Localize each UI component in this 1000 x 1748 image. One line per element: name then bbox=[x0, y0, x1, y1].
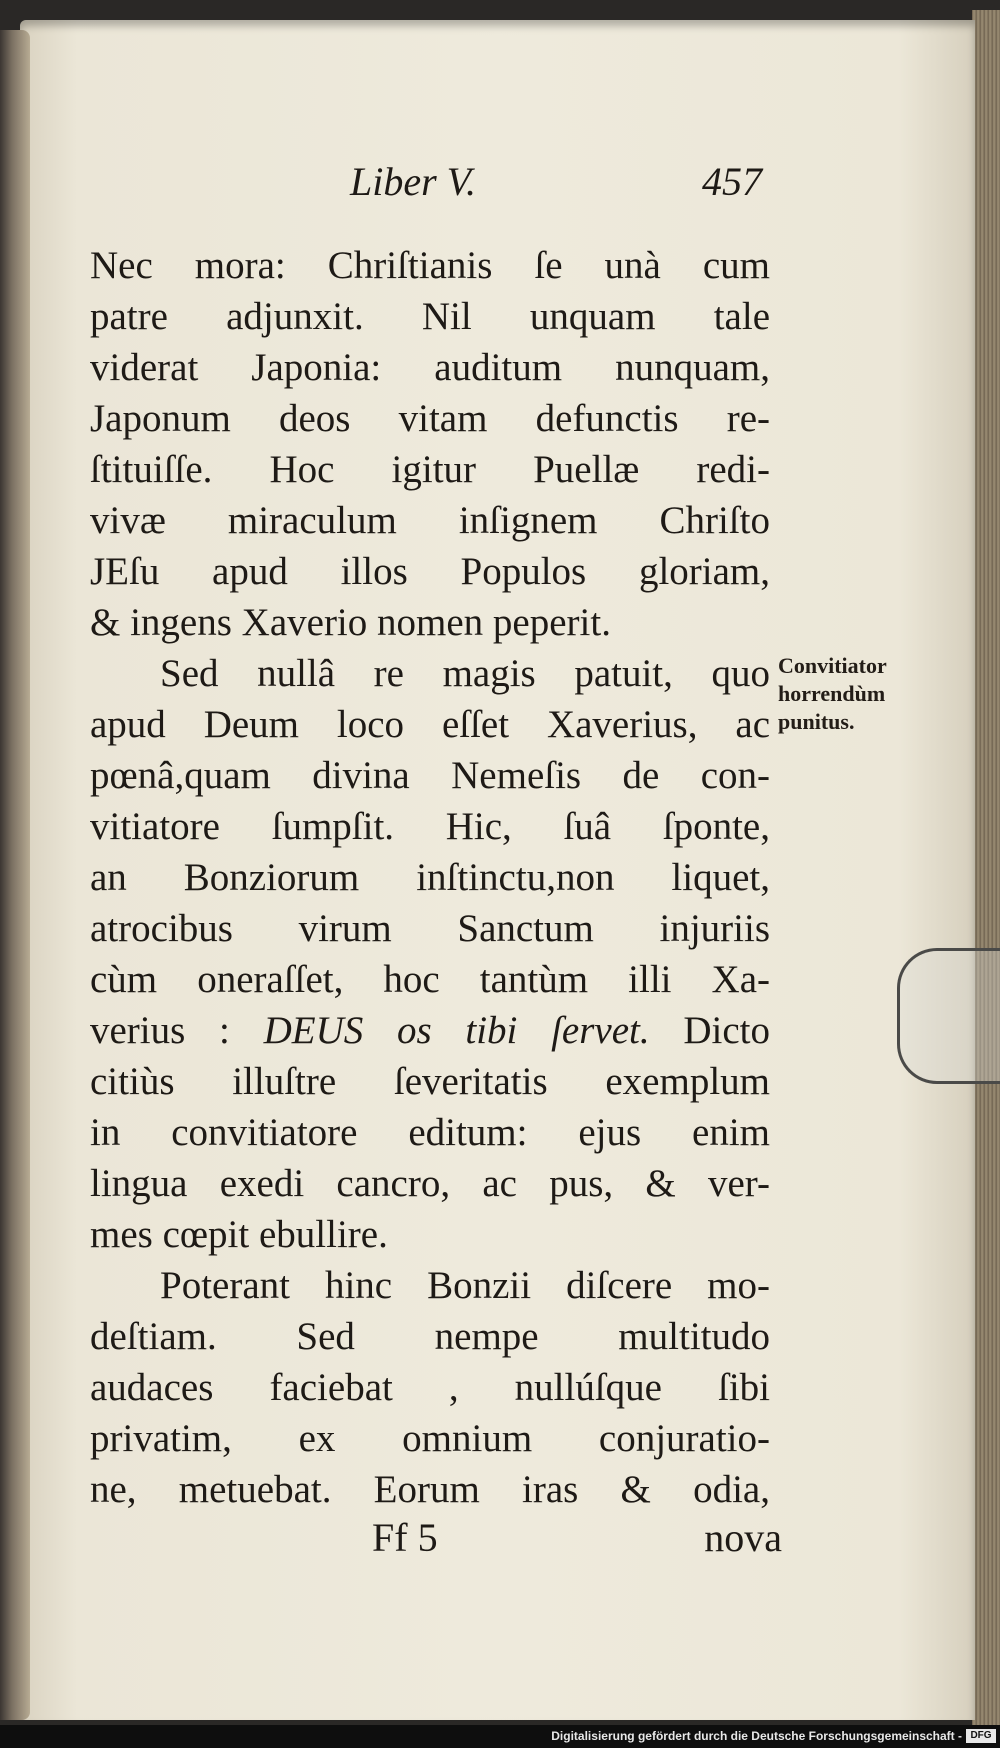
paragraph-start-line: Sed nullâ re magis patuit, quo bbox=[160, 652, 770, 695]
text-line: ne, metuebat. Eorum iras & odia, bbox=[90, 1468, 770, 1511]
text-line: ſtituiſſe. Hoc igitur Puellæ redi- bbox=[90, 448, 770, 491]
page-footer bbox=[92, 1514, 782, 1574]
line-post: Dicto bbox=[649, 1009, 770, 1052]
text-line: atrocibus virum Sanctum injuriis bbox=[90, 907, 770, 950]
text-line: cùm oneraſſet, hoc tantùm illi Xa- bbox=[90, 958, 770, 1001]
text-line: JEſu apud illos Populos gloriam, bbox=[90, 550, 770, 593]
dfg-logo: DFG bbox=[966, 1729, 996, 1743]
running-head: Liber V. bbox=[350, 159, 476, 204]
body-text bbox=[90, 240, 770, 1515]
text-line: an Bonziorum inſtinctu,non liquet, bbox=[90, 856, 770, 899]
quoted-speech: DEUS os tibi ſervet. bbox=[263, 1009, 650, 1052]
catchword: nova bbox=[704, 1515, 782, 1560]
page-number: 457 bbox=[702, 159, 762, 204]
text-line: Japonum deos vitam defunctis re- bbox=[90, 397, 770, 440]
text-line: & ingens Xaverio nomen peperit. bbox=[90, 601, 611, 644]
text-line: apud Deum loco eſſet Xaverius, ac bbox=[90, 703, 770, 746]
page-stack-edge bbox=[972, 10, 1000, 1740]
margin-note-line: punitus. bbox=[778, 709, 855, 734]
text-line: viderat Japonia: auditum nunquam, bbox=[90, 346, 770, 389]
book-page bbox=[20, 20, 975, 1720]
text-line: mes cœpit ebullire. bbox=[90, 1213, 388, 1256]
line-pre: verius : bbox=[90, 1009, 264, 1052]
text-line: in convitiatore editum: ejus enim bbox=[90, 1111, 770, 1154]
text-line: privatim, ex omnium conjuratio- bbox=[90, 1417, 770, 1460]
text-line: vitiatore ſumpſit. Hic, ſuâ ſponte, bbox=[90, 805, 770, 848]
text-line: patre adjunxit. Nil unquam tale bbox=[90, 295, 770, 338]
page-clip bbox=[897, 948, 1000, 1084]
text-line: Nec mora: Chriſtianis ſe unà cum bbox=[90, 244, 770, 287]
text-line: audaces faciebat , nullúſque ſibi bbox=[90, 1366, 770, 1409]
marginal-note bbox=[778, 652, 938, 736]
text-line: vivæ miraculum inſignem Chriſto bbox=[90, 499, 770, 542]
digitization-credit: Digitalisierung gefördert durch die Deutsche Forschungsgemeinschaft - bbox=[551, 1729, 962, 1743]
margin-note-line: horrendùm bbox=[778, 681, 886, 706]
page-header bbox=[92, 158, 762, 208]
margin-note-line: Convitiator bbox=[778, 653, 887, 678]
text-line: deſtiam. Sed nempe multitudo bbox=[90, 1315, 770, 1358]
credit-bar bbox=[0, 1725, 1000, 1748]
text-line: citiùs illuſtre ſeveritatis exemplum bbox=[90, 1060, 770, 1103]
signature-mark: Ff 5 bbox=[372, 1515, 438, 1560]
text-line: lingua exedi cancro, ac pus, & ver- bbox=[90, 1162, 770, 1205]
text-line: pœnâ,quam divina Nemeſis de con- bbox=[90, 754, 770, 797]
paragraph-start-line: Poterant hinc Bonzii diſcere mo- bbox=[160, 1264, 770, 1307]
facing-page-edge bbox=[0, 30, 30, 1720]
text-line-with-quote bbox=[90, 1005, 770, 1056]
